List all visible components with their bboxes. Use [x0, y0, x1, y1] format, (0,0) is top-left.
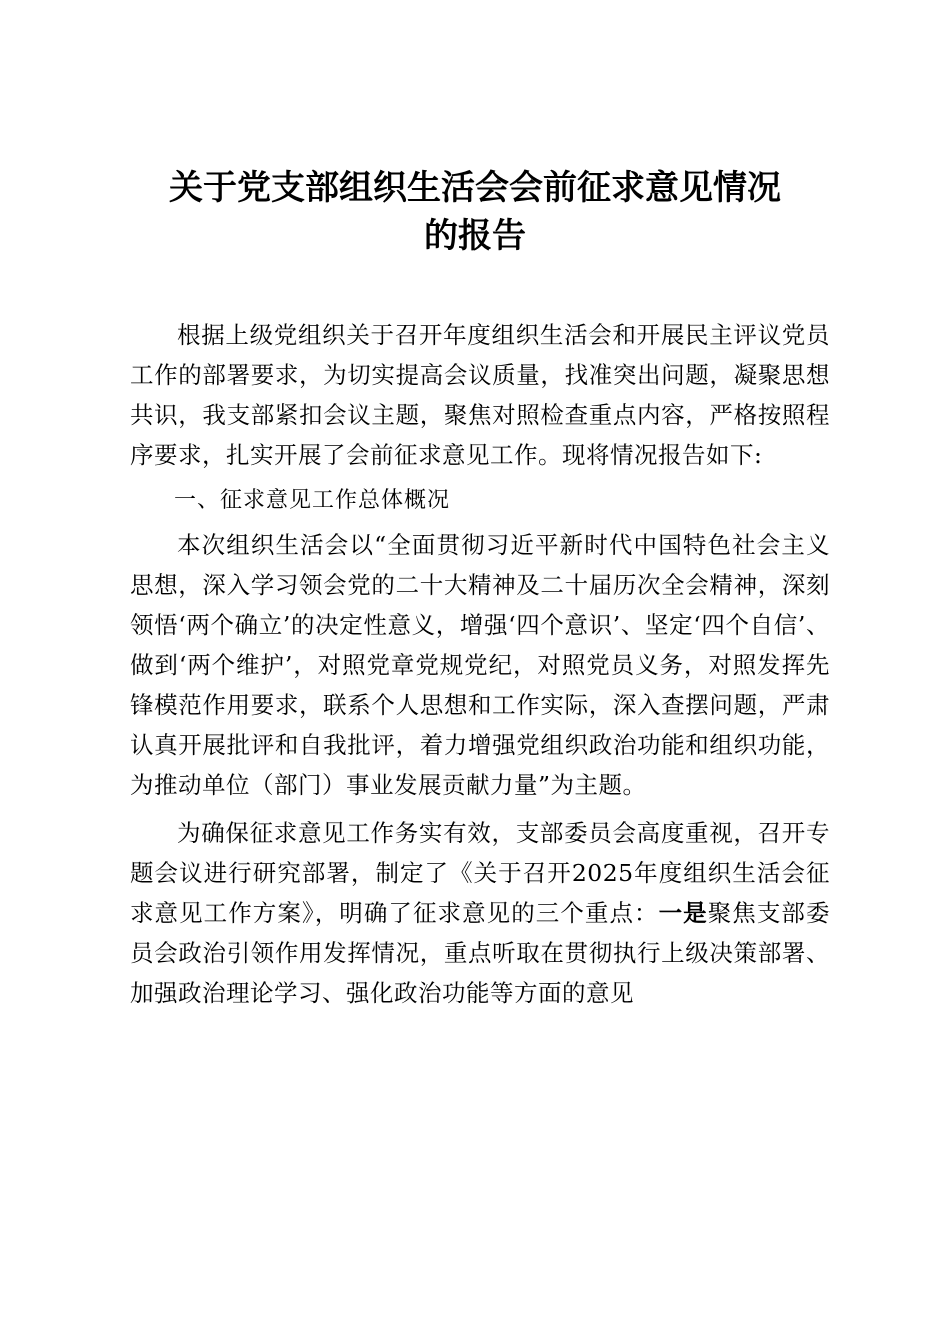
section-1-heading: 一、征求意见工作总体概况: [174, 488, 451, 513]
section-1-paragraph-2: [130, 813, 830, 1013]
section-1-paragraph-1: 本次组织生活会以“全面贯彻习近平新时代中国特色社会主义思想，深入学习领会党的二十大精神及二十届历次全会精神，深刻领悟‘两个确立’的决定性意义，增强‘四个意识’、坚定‘四个自信’、做到‘两个维护’，对照党章党规党纪，对照党员义务，对照发挥先锋模范作用要求，联系个人思想和工作实际，深入查摆问题，严肃认真开展批评和自我批评，着力增强党组织政治功能和组织功能，为推动单位（部门）事业发展贡献力量”为主题。: [130, 531, 830, 799]
document-title-line-1: 关于党支部组织生活会会前征求意见情况: [169, 168, 781, 208]
document-body: [130, 315, 830, 1013]
emphasis-first-point: 一是: [658, 899, 708, 927]
document-title-line-2: 的报告: [424, 216, 526, 256]
paragraph-2-text-continued: 聚焦支部委员会政治引领作用发挥情况，重点听取在贯彻执行上级决策部署、加强政治理论学习、强化政治功能等方面的意见: [130, 899, 830, 1007]
intro-paragraph: 根据上级党组织关于召开年度组织生活会和开展民主评议党员工作的部署要求，为切实提高会议质量，找准突出问题，凝聚思想共识，我支部紧扣会议主题，聚焦对照检查重点内容，严格按照程序要求，扎实开展了会前征求意见工作。现将情况报告如下:: [130, 321, 830, 469]
paragraph-2-text-start: 为确保征求意见工作务实有效，支部委员会高度重视，召开专题会议进行研究部署，制定了《关于召开2025年度组织生活会征求意见工作方案》，明确了征求意见的三个重点：: [130, 819, 830, 927]
